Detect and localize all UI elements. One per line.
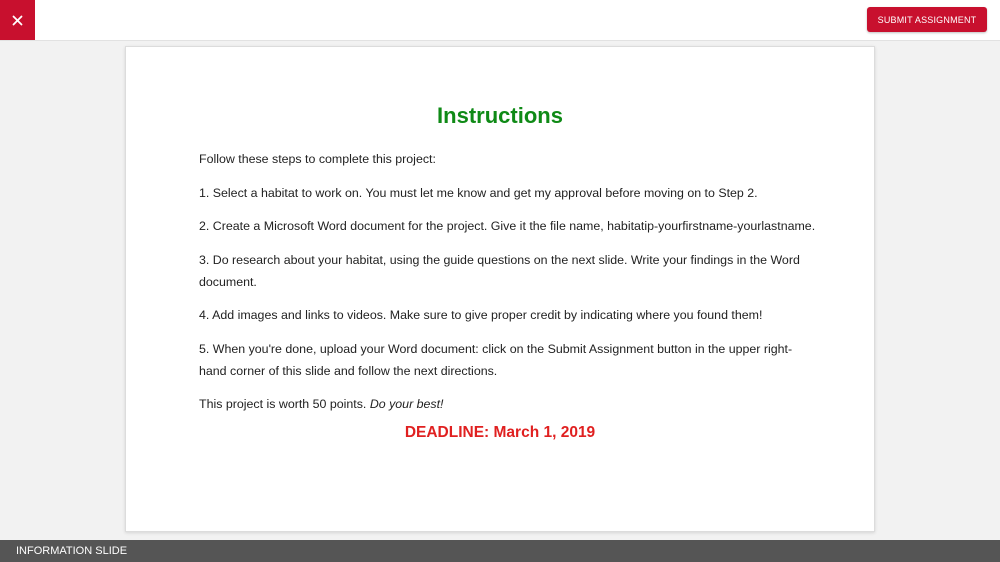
instructions-content (199, 148, 819, 427)
footer-bar (0, 540, 1000, 562)
close-icon (12, 15, 23, 26)
step-2: 2. Create a Microsoft Word document for the project. Give it the file name, habitatip-yourfirstname-yourlastname. (199, 219, 816, 233)
worth-points: This project is worth 50 points. (199, 397, 367, 411)
slide-title: Instructions (437, 103, 563, 128)
worth-emphasis: Do your best! (369, 397, 444, 411)
submit-assignment-button[interactable]: SUBMIT ASSIGNMENT (867, 7, 987, 32)
worth-text (199, 393, 819, 415)
step-4: 4. Add images and links to videos. Make sure to give proper credit by indicating where you found them! (199, 308, 763, 322)
slide-type-label: INFORMATION SLIDE (16, 545, 128, 557)
step-1: 1. Select a habitat to work on. You must let me know and get my approval before moving on to Step 2. (199, 185, 758, 200)
top-bar (0, 0, 1000, 41)
slide-card (125, 46, 875, 532)
step-3: 3. Do research about your habitat, using the guide questions on the next slide. Write your findings in the Word document. (199, 252, 800, 289)
intro-text: Follow these steps to complete this project: (199, 152, 436, 166)
deadline-text: DEADLINE: March 1, 2019 (404, 424, 596, 441)
close-button[interactable] (0, 0, 35, 40)
step-5: 5. When you're done, upload your Word document: click on the Submit Assignment button in the upper right-hand corner of this slide and follow the next directions. (199, 341, 793, 378)
